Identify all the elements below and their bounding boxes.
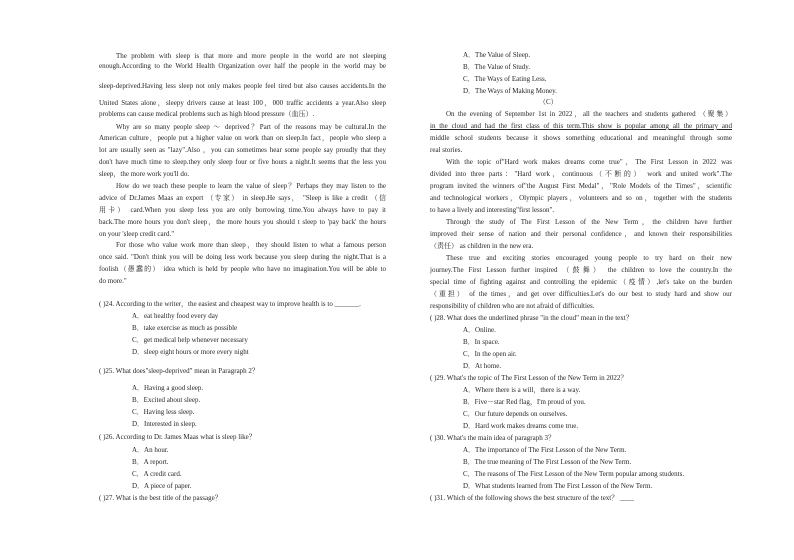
- question-27-option[interactable]: D．The Ways of Making Money.: [463, 87, 557, 95]
- question-29-option[interactable]: A．Where there is a will，there is a way.: [463, 386, 581, 394]
- passage-b-line: sleep，the more work you'll do.: [99, 170, 190, 178]
- passage-b-line: sleep-deprived.Having less sleep not only makes people feel tired but also causes accidents.In the: [99, 82, 386, 90]
- question-24-option[interactable]: C．get medical help whenever necessary: [132, 336, 248, 344]
- passage-b-line: enough.According to the World Health Organization over half the people in the world may be: [99, 62, 386, 70]
- passage-c-line: improved their sense of nation and their personal confidence，and known their responsibilities: [430, 230, 732, 238]
- question-29-option[interactable]: C．Our future depends on ourselves.: [463, 410, 568, 418]
- question-25-option[interactable]: D．Interested in sleep.: [132, 420, 197, 428]
- question-28-stem: ( )28. What does the underlined phrase "in the cloud" mean in the text？: [430, 314, 633, 322]
- section-label: （C）: [539, 98, 558, 106]
- passage-b-line: don't have much time to sleep.they only sleep four or five hours a night.It seems that the less you: [99, 158, 386, 166]
- question-28-option[interactable]: C．In the open air.: [463, 350, 517, 358]
- passage-c-line: and technological workers，Olympic players，volunteers and so on，together with the students: [430, 194, 732, 202]
- passage-c-line: divided into three parts："Hard work，continuous（不断的） work and united work".The: [430, 170, 732, 178]
- question-24-stem: ( )24. According to the writer，the easiest and cheapest way to improve health is to _______.: [99, 300, 361, 308]
- passage-c-line: On the evening of September 1st in 2022，all the teachers and students gathered （聚集）: [446, 110, 732, 118]
- passage-b-line: United States alone，sleepy drivers cause at least 100，000 traffic accidents a year.Also sleep: [99, 99, 386, 107]
- question-29-stem: ( )29. What's the topic of The First Lesson of the New Term in 2022？: [430, 374, 628, 382]
- question-25-option[interactable]: A．Having a good sleep.: [132, 384, 204, 392]
- question-27-option[interactable]: B．The Value of Study.: [463, 63, 531, 71]
- passage-b-line: For those who value work more than sleep，they should listen to what a famous person: [116, 241, 386, 249]
- question-24-option[interactable]: B．take exercise as much as possible: [132, 324, 238, 332]
- passage-b-line: do more.": [99, 277, 127, 285]
- passage-b-line: advice of Dr.James Maas an expert （专家） in sleep.He says， "Sleep is like a credit （信: [99, 194, 386, 202]
- passage-c-line: With the topic of"Hard work makes dreams come true"，The First Lesson in 2022 was: [446, 158, 732, 166]
- question-26-option[interactable]: B．A report.: [132, 458, 169, 466]
- question-30-option[interactable]: D．What students learned from The First Lesson of the New Term.: [463, 482, 653, 490]
- passage-b-line: American culture，people put a higher value on work than on sleep.In fact，people who sleep a: [99, 134, 386, 142]
- passage-b-line: How do we teach these people to learn the value of sleep？Perhaps they may listen to the: [116, 182, 386, 190]
- question-27-stem: ( )27. What is the best title of the passage？: [99, 494, 222, 502]
- question-29-option[interactable]: D．Hard work makes dreams come true.: [463, 422, 579, 430]
- passage-b-line: lot are usually seen as "lazy".Also ，you can sometimes hear some people say proudly that they: [99, 146, 386, 154]
- question-28-option[interactable]: D．At home.: [463, 362, 502, 370]
- question-30-option[interactable]: B．The true meaning of The First Lesson of the New Term.: [463, 458, 632, 466]
- question-26-option[interactable]: D．A piece of paper.: [132, 482, 192, 490]
- question-28-option[interactable]: A．Online.: [463, 326, 496, 334]
- question-30-stem: ( )30. What's the main idea of paragraph 3？: [430, 434, 555, 442]
- passage-c-line: special time of fighting against and controlling the epidemic（疫情）,let's take on the burden: [430, 278, 732, 286]
- question-27-option[interactable]: C．The Ways of Eating Less.: [463, 75, 547, 83]
- passage-c-line: responsibility of children who are not afraid of difficulties.: [430, 302, 595, 310]
- question-31-stem: ( )31. Which of the following shows the best structure of the text？ ____: [430, 494, 634, 502]
- passage-c-line: program invited the winners of"the August First Medal"，"Role Models of the Times"，scientific: [430, 182, 732, 190]
- question-29-option[interactable]: B．Five－star Red flag，I'm proud of you.: [463, 398, 586, 406]
- passage-c-line: middle school students because it shows something educational and meaningful through some: [430, 134, 732, 142]
- question-24-option[interactable]: D．sleep eight hours or more every night: [132, 348, 249, 356]
- passage-c-line: to have a lively and interesting"first lesson".: [430, 206, 555, 214]
- question-26-stem: ( )26. According to Dr. James Maas what is sleep like？: [99, 433, 256, 441]
- passage-c-line: These true and exciting stories encouraged young people to try hard on their new: [446, 254, 732, 262]
- passage-c-line: Through the study of The First Lesson of the New Term，the children have further: [446, 218, 732, 226]
- passage-b-line: Why are so many people sleep ～ deprived？Part of the reasons may be cultural.In the: [116, 123, 386, 131]
- passage-b-line: once said. "Don't think you will be doing less work because you sleep during the night.That is a: [99, 253, 386, 261]
- passage-c-line: （重担） of the times，and get over difficulties.Let's do our best to study hard and show our: [430, 290, 732, 298]
- passage-c-line: （责任） as children in the new era.: [430, 242, 534, 250]
- passage-b-line: The problem with sleep is that more and more people in the world are not sleeping: [116, 52, 386, 60]
- question-26-option[interactable]: A．An hour.: [132, 446, 169, 454]
- question-25-option[interactable]: B．Excited about sleep.: [132, 396, 201, 404]
- passage-c-line: real stories.: [430, 146, 463, 154]
- passage-b-line: foolish（愚蠢的） idea which is held by people who have no imagination.You will be able to: [99, 265, 386, 273]
- passage-c-line: in the cloud and had the first class of this term.This show is popular among all the primary and: [430, 122, 732, 130]
- question-24-option[interactable]: A．eat healthy food every day: [132, 312, 219, 320]
- passage-c-line: journey.The First Lesson further inspired （鼓舞） the children to love the country.In the: [430, 266, 732, 274]
- passage-b-line: on your 'sleep credit card.": [99, 230, 175, 238]
- passage-b-line: 用卡） card.When you sleep less you are only borrowing time.You always have to pay it: [99, 206, 386, 214]
- question-26-option[interactable]: C．A credit card.: [132, 470, 182, 478]
- question-30-option[interactable]: C．The reasons of The First Lesson of the New Term popular among students.: [463, 470, 685, 478]
- passage-b-line: problems can cause medical problems such as high blood pressure（血压）.: [99, 110, 315, 118]
- question-27-option[interactable]: A．The Value of Sleep.: [463, 51, 531, 59]
- question-28-option[interactable]: B．In space.: [463, 338, 500, 346]
- question-25-stem: ( )25. What does"sleep-deprived" mean in Paragraph 2？: [99, 367, 259, 375]
- question-25-option[interactable]: C．Having less sleep.: [132, 408, 195, 416]
- passage-b-line: back.The more hours you don't sleep，the more hours you should t sleep to 'pay back' the hours: [99, 218, 386, 226]
- question-30-option[interactable]: A．The importance of The First Lesson of the New Term.: [463, 446, 627, 454]
